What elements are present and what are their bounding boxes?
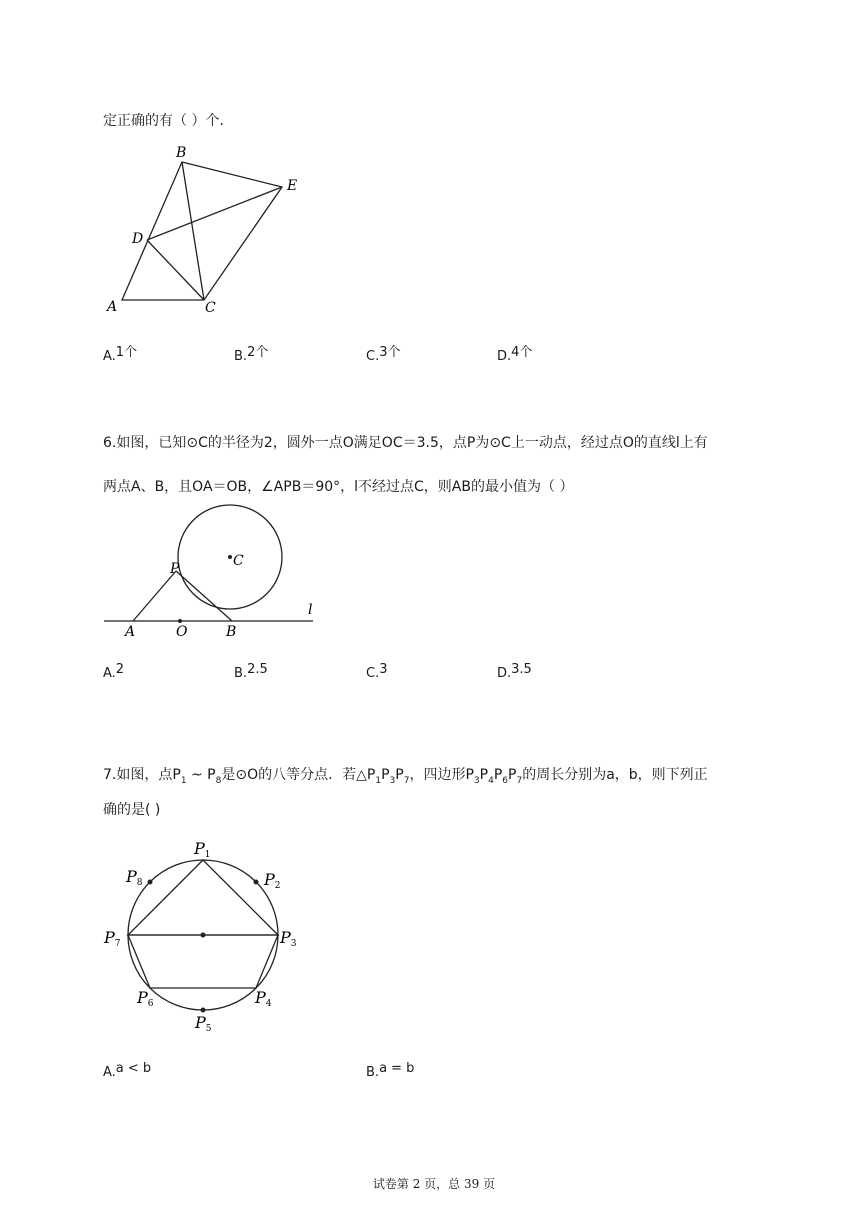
q6-label-c: C xyxy=(233,553,244,569)
q5-label-e: E xyxy=(287,178,298,194)
q5-label-b: B xyxy=(176,145,187,161)
q5-outline xyxy=(122,162,282,300)
q5-option-b: B.2个 xyxy=(234,345,269,364)
q5-segment-bc xyxy=(182,162,204,300)
q6-text-line1: 6.如图，已知⊙C的半径为2，圆外一点O满足OC＝3.5，点P为⊙C上一动点，经过点O的直线l上有 xyxy=(103,435,708,451)
q6-option-b: B.2.5 xyxy=(234,662,268,681)
q7-text-line1: 7.如图，点$P_1$ ~ $P_8$是⊙O的八等分点．若$\triangle P_1P_3P_7$，四边形$P_3P_4P_6P_7$的周长分别为a，b，则下列正 xyxy=(103,767,708,786)
q6-label-a: A xyxy=(125,624,136,640)
q7-point-p2 xyxy=(254,880,259,885)
q6-option-a: A.2 xyxy=(103,662,125,681)
q6-label-o: O xyxy=(176,624,188,640)
q6-option-c: C.3 xyxy=(366,662,388,681)
q6-text-line2: 两点A、B，且OA＝OB，∠APB＝90°，l不经过点C，则AB的最小值为（ ） xyxy=(103,479,574,495)
q5-label-d: D xyxy=(132,231,144,247)
q7-triangle xyxy=(128,860,278,935)
q5-option-a: A.1个 xyxy=(103,345,138,364)
q5-option-c: C.3个 xyxy=(366,345,401,364)
q6-label-l: l xyxy=(308,602,313,618)
q7-label-p2: P2 xyxy=(264,870,281,891)
q7-point-p8 xyxy=(148,880,153,885)
q6-label-p: P xyxy=(170,561,180,577)
q5-text: 定正确的有（ ）个． xyxy=(103,113,234,129)
q7-label-p8: P8 xyxy=(126,867,143,888)
q7-label-p5: P5 xyxy=(195,1013,212,1034)
q7-label-p1: P1 xyxy=(194,839,211,860)
q7-label-p7: P7 xyxy=(104,928,121,949)
q6-option-d: D.3.5 xyxy=(497,662,532,681)
q6-segment-pa xyxy=(133,571,176,621)
q6-label-b: B xyxy=(226,624,237,640)
q7-label-p4: P4 xyxy=(255,988,272,1009)
q5-label-c: C xyxy=(205,300,216,316)
q6-point-o xyxy=(178,619,182,623)
q7-option-b: B.a = b xyxy=(366,1061,415,1080)
q7-text-line2: 确的是( ) xyxy=(103,802,161,818)
q5-figure xyxy=(100,140,315,320)
q6-center-dot xyxy=(228,555,232,559)
q7-point-p5 xyxy=(201,1008,206,1013)
q6-segment-pb xyxy=(176,571,232,621)
q7-center-dot xyxy=(201,933,206,938)
page-footer: 试卷第 2 页，总 39 页 xyxy=(372,1177,496,1191)
q6-figure xyxy=(100,500,325,645)
q7-label-p6: P6 xyxy=(137,988,154,1009)
q7-quadrilateral xyxy=(128,935,278,988)
q5-option-d: D.4个 xyxy=(497,345,533,364)
q7-label-p3: P3 xyxy=(280,928,297,949)
q7-figure xyxy=(100,835,310,1040)
q5-label-a: A xyxy=(107,299,118,315)
q7-option-a: A.a < b xyxy=(103,1061,152,1080)
